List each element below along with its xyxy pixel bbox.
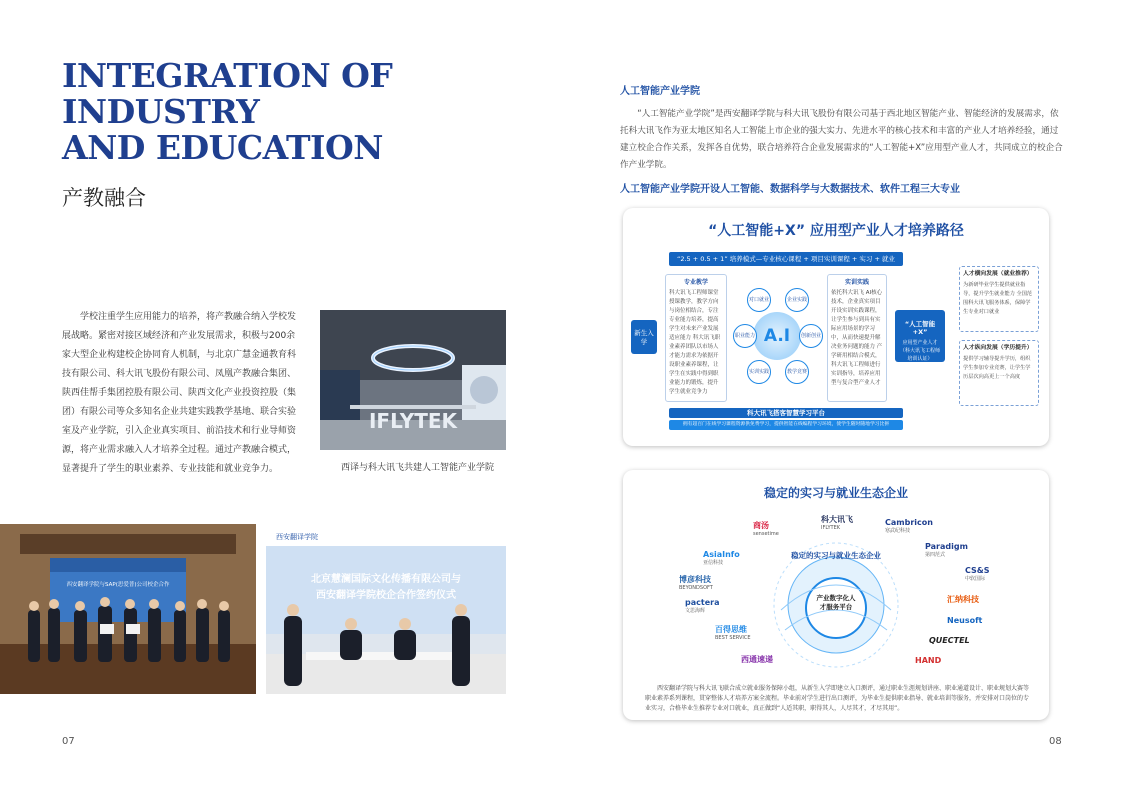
logo-paradigm — [925, 542, 968, 558]
training-path-card — [623, 208, 1049, 446]
logo-quectel-name: QUECTEL — [929, 636, 970, 645]
logo-sensetime — [753, 520, 779, 537]
logo-beyondsoft-name: 博彦科技 — [679, 575, 711, 584]
practical-training-box — [827, 274, 887, 402]
logo-hand-name: HAND — [915, 656, 942, 665]
professional-teaching-head: 专业教学 — [683, 279, 708, 286]
logo-best-service-name: 百得思维 — [715, 625, 747, 634]
signing-header: 西安翻译学院 — [276, 533, 318, 541]
majors-subtitle: 人工智能产业学院开设人工智能、数据科学与大数据技术、软件工程三大专业 — [620, 184, 960, 195]
outcome-title: “人工智能+X” — [904, 320, 936, 336]
outcome-text: 应用型产业人才（科大讯飞工程师培训认证） — [899, 340, 940, 362]
photo-signing-ceremony — [266, 524, 506, 694]
horizontal-dev-text: 为新研毕业学生提供就业指导，提升学生就业能力 全国范围科大讯飞服务体系，保障学生专业对口就业 — [963, 282, 1033, 315]
logo-sensetime-sub: sensetime — [753, 531, 779, 537]
eco-title: 稳定的实习与就业生态企业 — [763, 486, 908, 500]
title-line-2: INDUSTRY — [62, 92, 260, 131]
employment-service-paragraph: 西安翻译学院与科大讯飞联合成立就业服务保障小组，从新生入学即建立入口测评，通过职业生涯规划讲座、职业通道设计、职业规划大赛等职业素养系列课程，贯穿整体人才培养方案全流程。毕业前对学生进行出口测评，为毕业生提供职业指导、就业培训等服务，并安排对口岗位的专业实习，合格毕业生推荐专业对口就业，真正做到“人适其职，职得其人，人尽其才，才尽其用”。 — [645, 685, 1030, 712]
eco-enterprises-card — [623, 470, 1049, 720]
mode-bar: “2.5 + 0.5 + 1” 培养模式—专业核心课程 + 项目实训课程 + 实习 + 就业 — [669, 252, 903, 266]
practical-training-head: 实训实践 — [844, 279, 869, 286]
eco-core-label: 产业数字化人才服务平台 — [816, 594, 856, 611]
logo-best-service-sub: BEST SERVICE — [715, 635, 751, 641]
page-number-left: 07 — [62, 736, 75, 747]
section-title: 人工智能产业学院 — [620, 86, 700, 97]
professional-teaching-box — [665, 274, 727, 402]
vertical-dev-head: 人才纵向发展（学历提升） — [963, 345, 1033, 351]
horizontal-dev-head: 人才横向发展（就业推荐） — [963, 271, 1033, 277]
iflytek-sign: IFLYTEK — [368, 409, 458, 433]
platform-bar: 科大讯飞搭客智慧学习平台 — [669, 408, 903, 418]
photo-iflytek-showroom — [320, 310, 506, 450]
node-enterprise-practice: 企业实践 — [785, 288, 809, 312]
logo-beyondsoft-sub: BEYONDSOFT — [679, 585, 713, 591]
practical-training-text: 依托科大讯飞 AI核心技术，企业真实项目开设实训实践课程，让学生参与到具有实际应用场景的学习中，从而快速提升解决业务问题的能力 产学研用相结合模式，科大讯飞工程师进行实训指导，培养应用型与复合型产业人才 — [831, 290, 883, 386]
outcome-box — [895, 310, 945, 362]
logo-neusoft-name: Neusoft — [947, 616, 983, 625]
signing-line-1: 北京慧澜国际文化传播有限公司与 — [311, 574, 461, 585]
logo-css-sub: 中软国际 — [965, 576, 986, 582]
node-vocational: 职业能力 — [733, 324, 757, 348]
logo-xitong-name: 西通速递 — [741, 655, 773, 664]
platform-subtitle: 拥有超百门在线学习课程资源供免费学习，提供智能在线编程学习环境，使学生随时随地学习比拼 — [669, 420, 903, 430]
page-number-right: 08 — [1049, 736, 1062, 747]
eco-ring-title: 稳定的实习与就业生态企业 — [791, 551, 881, 560]
photo-sap-cooperation — [0, 524, 256, 694]
node-employment: 对口就业 — [747, 288, 771, 312]
logo-huina — [947, 594, 979, 605]
ai-college-paragraph: “人工智能产业学院”是西安翻译学院与科大讯飞股份有限公司基于西北地区智能产业、智能经济的发展需求，依托科大讯飞作为亚太地区知名人工智能上市企业的强大实力、先进水平的核心技术和丰富的产业人才培养经验，通过建立校企合作关系，发挥各自优势，联合培养符合企业发展需求的“人工智能+X”应用型产业人才，共同成立的校企合作产业学院。 — [620, 109, 1063, 170]
logo-cambricon-name: Cambricon — [885, 518, 933, 527]
logo-pactera-name: pactera — [685, 598, 720, 607]
logo-hand — [915, 656, 941, 665]
title-line-1: INTEGRATION OF — [62, 56, 393, 95]
logo-cambricon — [885, 518, 933, 534]
entry-label: 新生入学 — [631, 320, 657, 354]
professional-teaching-text: 科大讯飞工程师课堂授课教学，教学方向与岗位相结合，专注专业能力培养，提高学生对未来产业发展适应能力 科大讯飞职业素养团队以市场人才能力需求为依据开设职业素养课程，让学生在实践中得到职业能力的锻炼，提升学生就业竞争力 — [669, 290, 721, 395]
logo-iflytek-name: 科大讯飞 — [821, 515, 853, 524]
ai-center-graphic — [733, 286, 821, 386]
title-line-3: AND EDUCATION — [62, 128, 383, 167]
logo-paradigm-name: Paradigm — [925, 542, 968, 551]
logo-iflytek — [821, 514, 853, 531]
logo-asiainfo — [703, 550, 740, 566]
logo-best-service — [715, 624, 751, 641]
logo-paradigm-sub: 第四范式 — [925, 552, 946, 558]
logo-asiainfo-sub: 亚信科技 — [703, 560, 724, 566]
logo-cambricon-sub: 寒武纪科技 — [885, 528, 911, 534]
logo-asiainfo-name: AsiaInfo — [703, 550, 740, 559]
intro-paragraph: 学校注重学生应用能力的培养，将产教融合纳入学校发展战略。紧密对接区域经济和产业发展需求，积极与200余家大型企业构建校企协同育人机制，与北京广慧金通教育科技有限公司、科大讯飞股份有限公司、凤凰产教融合集团、陕西佳帮手集团控股有限公司、陕西文化产业投资控股（集团）有限公司等众多知名企业共建实践教学基地、联合实验室及产业学院，引入企业真实项目、前沿技术和行业导师资源，将产业需求融入人才培养全过程。通过产教融合模式，显著提升了学生的职业素养、专业技能和就业竞争力。 — [62, 312, 297, 474]
ai-center-label: A.I — [753, 312, 801, 360]
logo-pactera-sub: 文思海辉 — [685, 608, 706, 614]
signing-line-2: 西安翻译学院校企合作签约仪式 — [316, 590, 456, 601]
horizontal-dev-box — [959, 266, 1039, 332]
logo-beyondsoft — [679, 574, 713, 591]
photo-iflytek-caption: 西译与科大讯飞共建人工智能产业学院 — [341, 463, 495, 473]
vertical-dev-box — [959, 340, 1039, 406]
logo-quectel — [929, 636, 970, 645]
logo-css — [965, 566, 990, 582]
logo-xitong — [741, 654, 773, 665]
right-page — [561, 0, 1122, 794]
logo-pactera — [685, 598, 719, 614]
vertical-dev-text: 提供学习辅导提升学历，组织学生参加专业竞赛，让学生学历层次向高更上一个高度 — [963, 356, 1031, 380]
node-competition: 教学竞赛 — [785, 360, 809, 384]
training-path-title: “人工智能+X” 应用型产业人才培养路径 — [708, 223, 964, 239]
logo-css-name: CS&S — [965, 566, 990, 575]
node-innovation: 创新创业 — [799, 324, 823, 348]
logo-sensetime-name: 商汤 — [753, 521, 769, 530]
logo-neusoft — [947, 616, 982, 625]
english-title — [62, 58, 392, 166]
logo-iflytek-sub: IFLYTEK — [821, 525, 841, 531]
logo-huina-name: 汇纳科技 — [947, 595, 979, 604]
sap-banner-text: 西安翻译学院与SAP(思爱普)公司校企合作 — [66, 582, 170, 588]
chinese-title: 产教融合 — [62, 186, 146, 210]
node-training: 实训实践 — [747, 360, 771, 384]
